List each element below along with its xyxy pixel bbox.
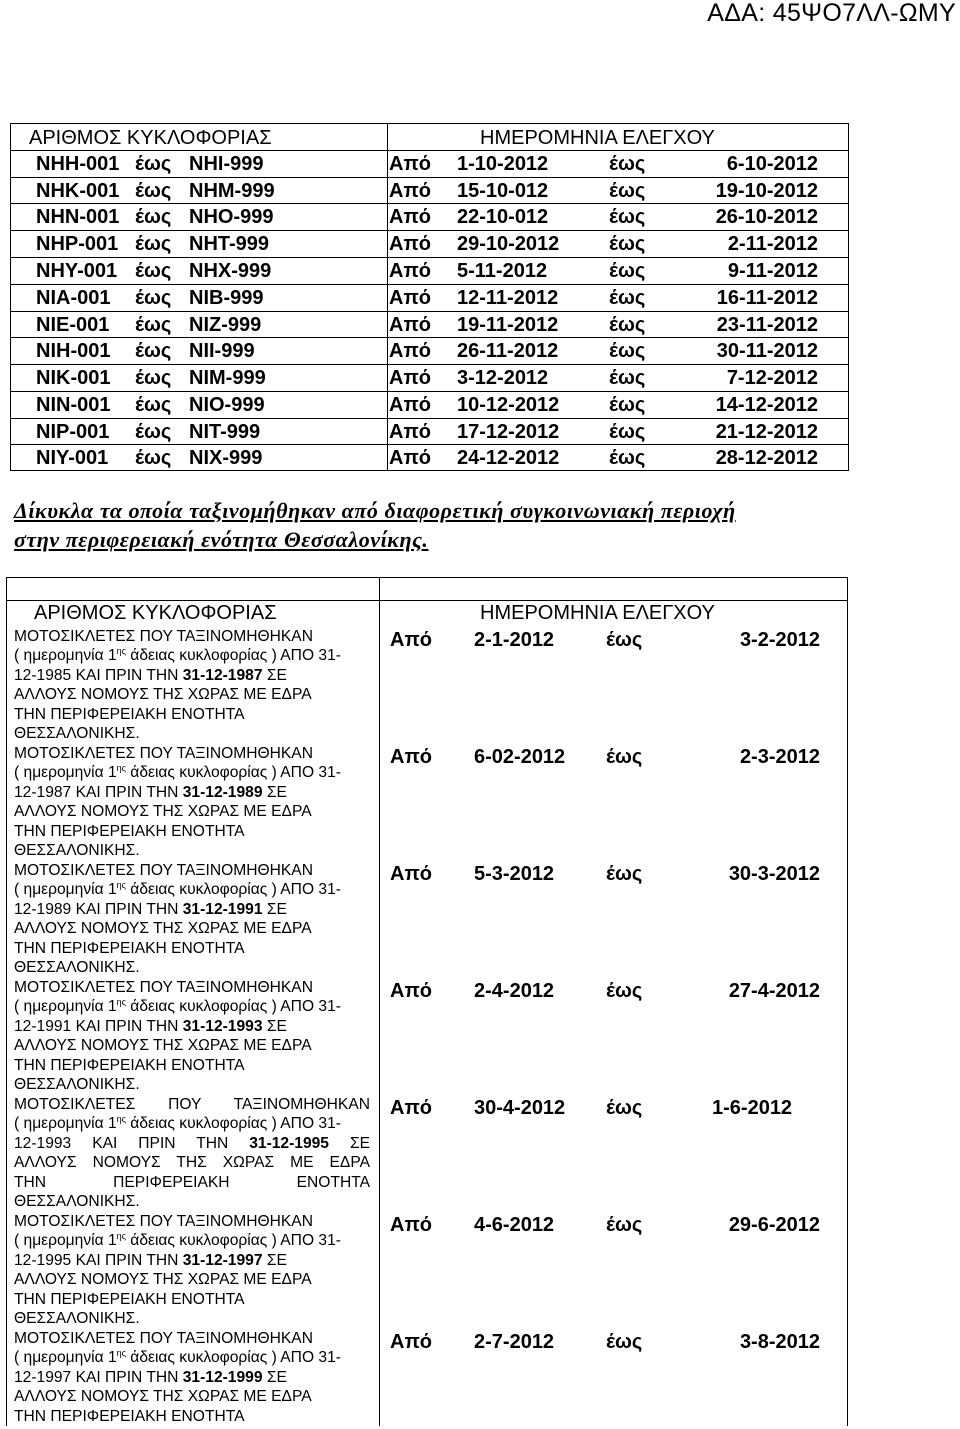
vehicle-group-description — [14, 978, 370, 1094]
desc-line — [14, 900, 370, 919]
cell-from-plate: ΝΗΥ-001 — [36, 260, 118, 282]
cell-from-plate: ΝΙΕ-001 — [36, 314, 110, 336]
desc-text: ΚΑΙ ΠΡΙΝ ΤΗΝ — [71, 1251, 183, 1269]
cell-start: 6-02-2012 — [474, 746, 566, 768]
desc-line — [14, 822, 370, 841]
cell-from-plate: ΝΙΝ-001 — [36, 394, 111, 416]
desc-line — [14, 939, 370, 958]
desc-from-date: 12-1997 — [14, 1368, 72, 1386]
desc-sup: ης — [116, 1231, 126, 1242]
cell-end: 28-12-2012 — [715, 447, 818, 469]
table-rule — [7, 600, 847, 601]
cell-to-word: έως — [135, 340, 172, 362]
cell-until: έως — [609, 153, 646, 175]
table-row — [11, 365, 848, 392]
desc-text: ( ημερομηνία 1 — [14, 1349, 117, 1367]
cell-end: 2-11-2012 — [727, 233, 818, 255]
cell-to-word: έως — [135, 314, 172, 336]
cell-to-plate: ΝΗΟ-999 — [189, 206, 274, 228]
desc-line — [14, 1329, 370, 1348]
cell-start: 12-11-2012 — [457, 287, 559, 309]
cell-start: 29-10-2012 — [457, 233, 560, 255]
column-divider — [379, 578, 380, 1426]
desc-line — [14, 685, 370, 704]
cell-from-plate: ΝΙΡ-001 — [36, 421, 110, 443]
cell-to-plate: ΝΙΟ-999 — [189, 394, 265, 416]
desc-text: άδειας κυκλοφορίας ) ΑΠΟ 31- — [125, 1232, 341, 1250]
desc-line — [14, 724, 370, 743]
cell-from-plate: ΝΗΚ-001 — [36, 180, 120, 202]
cell-to-word: έως — [135, 233, 172, 255]
desc-line — [14, 1407, 370, 1426]
cell-end: 29-6-2012 — [728, 1214, 820, 1236]
desc-title: ΜΟΤΟΣΙΚΛΕΤΕΣ ΠΟΥ ΤΑΞΙΝΟΜΗΘΗΚΑΝ — [14, 1330, 313, 1347]
desc-text: άδειας κυκλοφορίας ) ΑΠΟ 31- — [125, 881, 341, 899]
cell-end: 23-11-2012 — [716, 314, 818, 336]
cell-end: 3-8-2012 — [739, 1331, 820, 1353]
cell-to-word: έως — [135, 447, 172, 469]
cell-start: 3-12-2012 — [457, 367, 549, 389]
cell-start: 24-12-2012 — [457, 447, 560, 469]
cell-until: έως — [609, 394, 646, 416]
desc-text: ΣΕ — [262, 783, 287, 801]
cell-start: 5-11-2012 — [457, 260, 548, 282]
desc-line — [14, 1056, 370, 1075]
inspection-period — [390, 744, 820, 770]
desc-text: ΣΕ — [262, 666, 287, 684]
desc-text: ΤΗΝ ΠΕΡΙΦΕΡΕΙΑΚΗ ΕΝΟΤΗΤΑ — [14, 1290, 245, 1308]
desc-text: ΑΛΛΟΥΣ ΝΟΜΟΥΣ ΤΗΣ ΧΩΡΑΣ ΜΕ ΕΔΡΑ — [14, 1271, 312, 1289]
cell-to-word: έως — [135, 367, 172, 389]
desc-to-date: 31-12-1991 — [182, 900, 263, 918]
desc-line — [14, 1192, 370, 1211]
section-heading — [14, 496, 854, 554]
cell-from-plate: ΝΗΝ-001 — [36, 206, 120, 228]
cell-end: 6-10-2012 — [726, 153, 818, 175]
cell-to-plate: ΝΗΜ-999 — [189, 180, 275, 202]
table-row — [11, 392, 848, 419]
table-row — [11, 338, 848, 365]
schedule-table-1 — [10, 123, 849, 471]
section-heading-line2: στην περιφερειακή ενότητα Θεσσαλονίκης. — [14, 527, 429, 552]
table-row — [11, 178, 848, 205]
cell-from-plate: ΝΙΥ-001 — [36, 447, 109, 469]
cell-end: 30-11-2012 — [716, 340, 818, 362]
desc-line — [14, 744, 370, 763]
cell-end: 1-6-2012 — [712, 1097, 793, 1119]
cell-until: έως — [609, 180, 646, 202]
desc-line — [14, 880, 370, 899]
desc-text: ΤΗΝ ΠΕΡΙΦΕΡΕΙΑΚΗ ΕΝΟΤΗΤΑ — [14, 1056, 245, 1074]
cell-apo: Από — [390, 1331, 432, 1353]
desc-line — [14, 1095, 370, 1114]
desc-text: ( ημερομηνία 1 — [14, 1115, 117, 1133]
desc-sup: ης — [116, 763, 126, 774]
desc-title: ΜΟΤΟΣΙΚΛΕΤΕΣ ΠΟΥ ΤΑΞΙΝΟΜΗΘΗΚΑΝ — [14, 745, 313, 762]
cell-until: έως — [606, 629, 643, 651]
row-divider — [11, 150, 848, 151]
cell-until: έως — [606, 863, 643, 885]
vehicle-group-description — [14, 744, 370, 860]
cell-until: έως — [609, 421, 646, 443]
cell-until: έως — [609, 287, 646, 309]
cell-start: 19-11-2012 — [457, 314, 559, 336]
desc-title: ΜΟΤΟΣΙΚΛΕΤΕΣ ΠΟΥ ΤΑΞΙΝΟΜΗΘΗΚΑΝ — [14, 628, 313, 645]
cell-end: 27-4-2012 — [728, 980, 820, 1002]
cell-apo: Από — [389, 180, 431, 202]
desc-text: ΑΛΛΟΥΣ ΝΟΜΟΥΣ ΤΗΣ ΧΩΡΑΣ ΜΕ ΕΔΡΑ — [14, 803, 312, 821]
table-row — [11, 151, 848, 178]
desc-line — [14, 1173, 370, 1192]
desc-to-date: 31-12-1999 — [182, 1368, 263, 1386]
desc-text: ( ημερομηνία 1 — [14, 881, 117, 899]
cell-to-word: έως — [135, 260, 172, 282]
table-row — [11, 231, 848, 258]
cell-end: 16-11-2012 — [716, 287, 818, 309]
desc-text: ΣΕ — [262, 1017, 287, 1035]
table-row — [11, 258, 848, 285]
cell-to-plate: ΝΙΖ-999 — [189, 314, 262, 336]
cell-apo: Από — [390, 980, 432, 1002]
desc-text: ΚΑΙ ΠΡΙΝ ΤΗΝ — [71, 1134, 250, 1152]
cell-from-plate: ΝΙΗ-001 — [36, 340, 111, 362]
cell-until: έως — [609, 447, 646, 469]
desc-line — [14, 666, 370, 685]
desc-text: ΤΗΝ ΠΕΡΙΦΕΡΕΙΑΚΗ ΕΝΟΤΗΤΑ — [14, 822, 245, 840]
desc-line — [14, 997, 370, 1016]
desc-text: ΚΑΙ ΠΡΙΝ ΤΗΝ — [71, 900, 183, 918]
desc-title: ΜΟΤΟΣΙΚΛΕΤΕΣ ΠΟΥ ΤΑΞΙΝΟΜΗΘΗΚΑΝ — [14, 1096, 370, 1113]
cell-apo: Από — [389, 314, 431, 336]
cell-to-word: έως — [135, 206, 172, 228]
desc-line — [14, 627, 370, 646]
section-heading-line1: Δίκυκλα τα οποία ταξινομήθηκαν από διαφορετική συγκοινωνιακή περιοχή — [14, 498, 736, 523]
inspection-period — [390, 627, 820, 653]
cell-apo: Από — [389, 287, 431, 309]
cell-start: 22-10-012 — [457, 206, 549, 228]
desc-text: ( ημερομηνία 1 — [14, 764, 117, 782]
desc-line — [14, 1114, 370, 1133]
desc-to-date: 31-12-1993 — [182, 1017, 263, 1035]
cell-to-plate: ΝΙΜ-999 — [189, 367, 266, 389]
vehicle-group-description — [14, 627, 370, 743]
desc-to-date: 31-12-1997 — [182, 1251, 263, 1269]
desc-text: ΣΕ — [262, 1251, 287, 1269]
cell-start: 2-1-2012 — [474, 629, 555, 651]
cell-until: έως — [609, 367, 646, 389]
table-row — [11, 285, 848, 312]
cell-until: έως — [609, 233, 646, 255]
cell-to-word: έως — [135, 153, 172, 175]
cell-until: έως — [606, 980, 643, 1002]
desc-line — [14, 1134, 370, 1153]
desc-text: ΘΕΣΣΑΛΟΝΙΚΗΣ. — [14, 724, 140, 742]
cell-start: 10-12-2012 — [457, 394, 560, 416]
cell-from-plate: ΝΙΚ-001 — [36, 367, 111, 389]
desc-text: άδειας κυκλοφορίας ) ΑΠΟ 31- — [125, 764, 341, 782]
desc-text: ΑΛΛΟΥΣ ΝΟΜΟΥΣ ΤΗΣ ΧΩΡΑΣ ΜΕ ΕΔΡΑ — [14, 920, 312, 938]
desc-text: άδειας κυκλοφορίας ) ΑΠΟ 31- — [125, 647, 341, 665]
cell-end: 14-12-2012 — [715, 394, 818, 416]
desc-text: ΚΑΙ ΠΡΙΝ ΤΗΝ — [71, 783, 183, 801]
cell-until: έως — [609, 340, 646, 362]
cell-apo: Από — [390, 1097, 432, 1119]
desc-text: ΣΕ — [329, 1134, 370, 1152]
cell-until: έως — [606, 1214, 643, 1236]
inspection-period — [390, 1095, 820, 1121]
desc-text: ΑΛΛΟΥΣ ΝΟΜΟΥΣ ΤΗΣ ΧΩΡΑΣ ΜΕ ΕΔΡΑ — [14, 1037, 312, 1055]
cell-apo: Από — [390, 863, 432, 885]
inspection-period — [390, 1212, 820, 1238]
desc-text: ΘΕΣΣΑΛΟΝΙΚΗΣ. — [14, 958, 140, 976]
cell-start: 26-11-2012 — [457, 340, 559, 362]
desc-sup: ης — [116, 646, 126, 657]
desc-text: ΑΛΛΟΥΣ ΝΟΜΟΥΣ ΤΗΣ ΧΩΡΑΣ ΜΕ ΕΔΡΑ — [14, 686, 312, 704]
desc-line — [14, 1309, 370, 1328]
desc-text: ΤΗΝ ΠΕΡΙΦΕΡΕΙΑΚΗ ΕΝΟΤΗΤΑ — [14, 939, 245, 957]
cell-end: 21-12-2012 — [715, 421, 818, 443]
desc-line — [14, 1368, 370, 1387]
column-header-date: ΗΜΕΡΟΜΗΝΙΑ ΕΛΕΓΧΟΥ — [480, 127, 715, 149]
desc-text: άδειας κυκλοφορίας ) ΑΠΟ 31- — [125, 998, 341, 1016]
cell-until: έως — [606, 1097, 643, 1119]
cell-to-plate: ΝΗΙ-999 — [189, 153, 264, 175]
cell-apo: Από — [390, 629, 432, 651]
desc-title: ΜΟΤΟΣΙΚΛΕΤΕΣ ΠΟΥ ΤΑΞΙΝΟΜΗΘΗΚΑΝ — [14, 979, 313, 996]
inspection-period — [390, 978, 820, 1004]
desc-text: ( ημερομηνία 1 — [14, 1232, 117, 1250]
cell-end: 2-3-2012 — [739, 746, 820, 768]
table-row — [11, 204, 848, 231]
desc-text: ΣΕ — [262, 1368, 287, 1386]
cell-apo: Από — [389, 447, 431, 469]
desc-line — [14, 802, 370, 821]
desc-sup: ης — [116, 1114, 126, 1125]
desc-line — [14, 958, 370, 977]
cell-to-word: έως — [135, 180, 172, 202]
cell-from-plate: ΝΗΗ-001 — [36, 153, 120, 175]
desc-text: ΚΑΙ ΠΡΙΝ ΤΗΝ — [71, 666, 183, 684]
cell-start: 5-3-2012 — [474, 863, 555, 885]
cell-apo: Από — [389, 340, 431, 362]
desc-sup: ης — [116, 1348, 126, 1359]
cell-apo: Από — [389, 206, 431, 228]
desc-text: ΚΑΙ ΠΡΙΝ ΤΗΝ — [71, 1017, 183, 1035]
cell-to-word: έως — [135, 421, 172, 443]
column-header-plate: ΑΡΙΘΜΟΣ ΚΥΚΛΟΦΟΡΙΑΣ — [34, 602, 277, 624]
desc-line — [14, 1348, 370, 1367]
cell-apo: Από — [389, 394, 431, 416]
cell-to-word: έως — [135, 394, 172, 416]
column-header-date: ΗΜΕΡΟΜΗΝΙΑ ΕΛΕΓΧΟΥ — [480, 602, 715, 624]
cell-until: έως — [606, 746, 643, 768]
cell-from-plate: ΝΗΡ-001 — [36, 233, 119, 255]
desc-text: ( ημερομηνία 1 — [14, 647, 117, 665]
vehicle-group-description — [14, 1095, 370, 1211]
desc-to-date: 31-12-1995 — [249, 1134, 329, 1152]
cell-until: έως — [609, 314, 646, 336]
desc-from-date: 12-1991 — [14, 1017, 72, 1035]
desc-text: ΣΕ — [262, 900, 287, 918]
cell-start: 15-10-012 — [457, 180, 549, 202]
cell-to-plate: ΝΙΒ-999 — [189, 287, 264, 309]
desc-from-date: 12-1985 — [14, 666, 72, 684]
cell-apo: Από — [389, 367, 431, 389]
cell-to-plate: ΝΗΤ-999 — [189, 233, 270, 255]
desc-text: ΑΛΛΟΥΣ ΝΟΜΟΥΣ ΤΗΣ ΧΩΡΑΣ ΜΕ ΕΔΡΑ — [14, 1388, 312, 1406]
desc-text: ΘΕΣΣΑΛΟΝΙΚΗΣ. — [14, 1192, 140, 1210]
cell-end: 19-10-2012 — [715, 180, 818, 202]
table-row — [11, 445, 848, 472]
desc-to-date: 31-12-1987 — [182, 666, 263, 684]
desc-line — [14, 841, 370, 860]
desc-text: ΤΗΝ ΠΕΡΙΦΕΡΕΙΑΚΗ ΕΝΟΤΗΤΑ — [14, 1407, 245, 1425]
cell-start: 1-10-2012 — [457, 153, 549, 175]
desc-text: ( ημερομηνία 1 — [14, 998, 117, 1016]
cell-start: 2-7-2012 — [474, 1331, 555, 1353]
column-header-plate: ΑΡΙΘΜΟΣ ΚΥΚΛΟΦΟΡΙΑΣ — [29, 127, 272, 149]
cell-until: έως — [609, 206, 646, 228]
desc-line — [14, 978, 370, 997]
desc-line — [14, 919, 370, 938]
inspection-period — [390, 861, 820, 887]
cell-from-plate: ΝΙΑ-001 — [36, 287, 111, 309]
desc-text: ΘΕΣΣΑΛΟΝΙΚΗΣ. — [14, 1309, 140, 1327]
cell-to-plate: ΝΗΧ-999 — [189, 260, 272, 282]
desc-title: ΜΟΤΟΣΙΚΛΕΤΕΣ ΠΟΥ ΤΑΞΙΝΟΜΗΘΗΚΑΝ — [14, 862, 313, 879]
cell-apo: Από — [389, 421, 431, 443]
cell-start: 30-4-2012 — [474, 1097, 566, 1119]
inspection-period — [390, 1329, 820, 1355]
cell-start: 2-4-2012 — [474, 980, 555, 1002]
cell-end: 26-10-2012 — [715, 206, 818, 228]
desc-line — [14, 861, 370, 880]
desc-text: άδειας κυκλοφορίας ) ΑΠΟ 31- — [125, 1349, 341, 1367]
table-row — [11, 312, 848, 339]
desc-sup: ης — [116, 880, 126, 891]
desc-line — [14, 1212, 370, 1231]
vehicle-group-description — [14, 1212, 370, 1328]
desc-line — [14, 1270, 370, 1289]
desc-line — [14, 646, 370, 665]
cell-to-plate: ΝΙΙ-999 — [189, 340, 255, 362]
cell-to-plate: ΝΙΤ-999 — [189, 421, 261, 443]
desc-line — [14, 705, 370, 724]
desc-line — [14, 763, 370, 782]
desc-title: ΜΟΤΟΣΙΚΛΕΤΕΣ ΠΟΥ ΤΑΞΙΝΟΜΗΘΗΚΑΝ — [14, 1213, 313, 1230]
desc-line — [14, 1231, 370, 1250]
desc-line — [14, 1036, 370, 1055]
cell-end: 30-3-2012 — [728, 863, 820, 885]
desc-text: ΘΕΣΣΑΛΟΝΙΚΗΣ. — [14, 841, 140, 859]
desc-to-date: 31-12-1989 — [182, 783, 263, 801]
cell-apo: Από — [390, 746, 432, 768]
desc-from-date: 12-1987 — [14, 783, 72, 801]
cell-end: 3-2-2012 — [739, 629, 820, 651]
desc-from-date: 12-1989 — [14, 900, 72, 918]
cell-start: 4-6-2012 — [474, 1214, 555, 1236]
desc-line — [14, 783, 370, 802]
desc-line — [14, 1153, 370, 1172]
desc-text: ΤΗΝ ΠΕΡΙΦΕΡΕΙΑΚΗ ΕΝΟΤΗΤΑ — [14, 705, 245, 723]
vehicle-group-description — [14, 1329, 370, 1426]
desc-line — [14, 1075, 370, 1094]
cell-until: έως — [606, 1331, 643, 1353]
desc-from-date: 12-1993 — [14, 1134, 72, 1152]
desc-line — [14, 1387, 370, 1406]
cell-apo: Από — [390, 1214, 432, 1236]
vehicle-group-description — [14, 861, 370, 977]
cell-apo: Από — [389, 233, 431, 255]
cell-apo: Από — [389, 153, 431, 175]
desc-text: ΚΑΙ ΠΡΙΝ ΤΗΝ — [71, 1368, 183, 1386]
desc-from-date: 12-1995 — [14, 1251, 72, 1269]
table-row — [11, 419, 848, 446]
cell-to-word: έως — [135, 287, 172, 309]
desc-line — [14, 1017, 370, 1036]
cell-end: 9-11-2012 — [727, 260, 818, 282]
cell-apo: Από — [389, 260, 431, 282]
desc-text: ΘΕΣΣΑΛΟΝΙΚΗΣ. — [14, 1075, 140, 1093]
cell-end: 7-12-2012 — [726, 367, 818, 389]
desc-line — [14, 1290, 370, 1309]
desc-line — [14, 1251, 370, 1270]
cell-to-plate: ΝΙΧ-999 — [189, 447, 263, 469]
desc-text: ΑΛΛΟΥΣ ΝΟΜΟΥΣ ΤΗΣ ΧΩΡΑΣ ΜΕ ΕΔΡΑ — [14, 1154, 370, 1172]
desc-text: ΤΗΝ ΠΕΡΙΦΕΡΕΙΑΚΗ ΕΝΟΤΗΤΑ — [14, 1173, 370, 1191]
cell-until: έως — [609, 260, 646, 282]
document-id: ΑΔΑ: 45ΨΟ7ΛΛ-ΩΜΥ — [707, 0, 956, 27]
desc-text: άδειας κυκλοφορίας ) ΑΠΟ 31- — [125, 1115, 341, 1133]
cell-start: 17-12-2012 — [457, 421, 560, 443]
desc-sup: ης — [116, 997, 126, 1008]
